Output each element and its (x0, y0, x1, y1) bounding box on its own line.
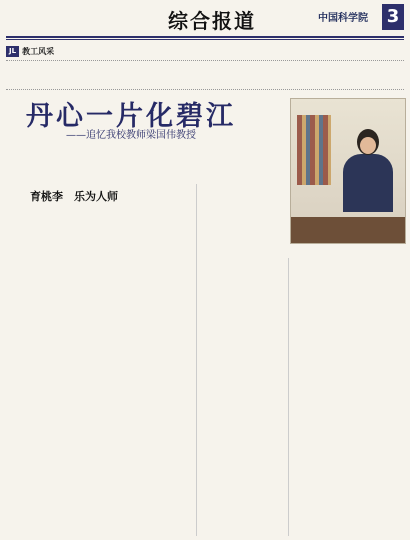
section-body (202, 188, 286, 536)
column-tag: JL (6, 46, 19, 57)
brand-name: 中国科学院 (318, 13, 368, 24)
column-header (6, 45, 54, 57)
person-figure (343, 129, 393, 209)
section-heading: 育桃李 乐为人师 (30, 190, 118, 203)
article-subtitle: ——追忆我校教师梁国伟教授 (66, 130, 196, 141)
lead-column-3 (198, 156, 284, 184)
section-body (6, 428, 190, 536)
right-column (292, 262, 406, 536)
portrait-photo (290, 98, 406, 244)
masthead (0, 0, 410, 40)
section-body (6, 204, 190, 332)
column-label: 教工风采 (22, 46, 55, 56)
editor-note (6, 60, 404, 90)
article-headline: 丹心一片化碧江 (26, 101, 236, 132)
page-number: 3 (382, 4, 404, 30)
section-title: 综合报道 (168, 9, 256, 33)
desk (291, 217, 406, 243)
bookshelf (297, 115, 331, 185)
column-divider (196, 184, 197, 536)
lead-column-1 (6, 156, 96, 184)
lead-column-2 (102, 156, 192, 184)
header-rule-thin (6, 39, 404, 40)
section-body (6, 352, 190, 404)
header-rule (6, 36, 404, 38)
column-divider (288, 258, 289, 536)
